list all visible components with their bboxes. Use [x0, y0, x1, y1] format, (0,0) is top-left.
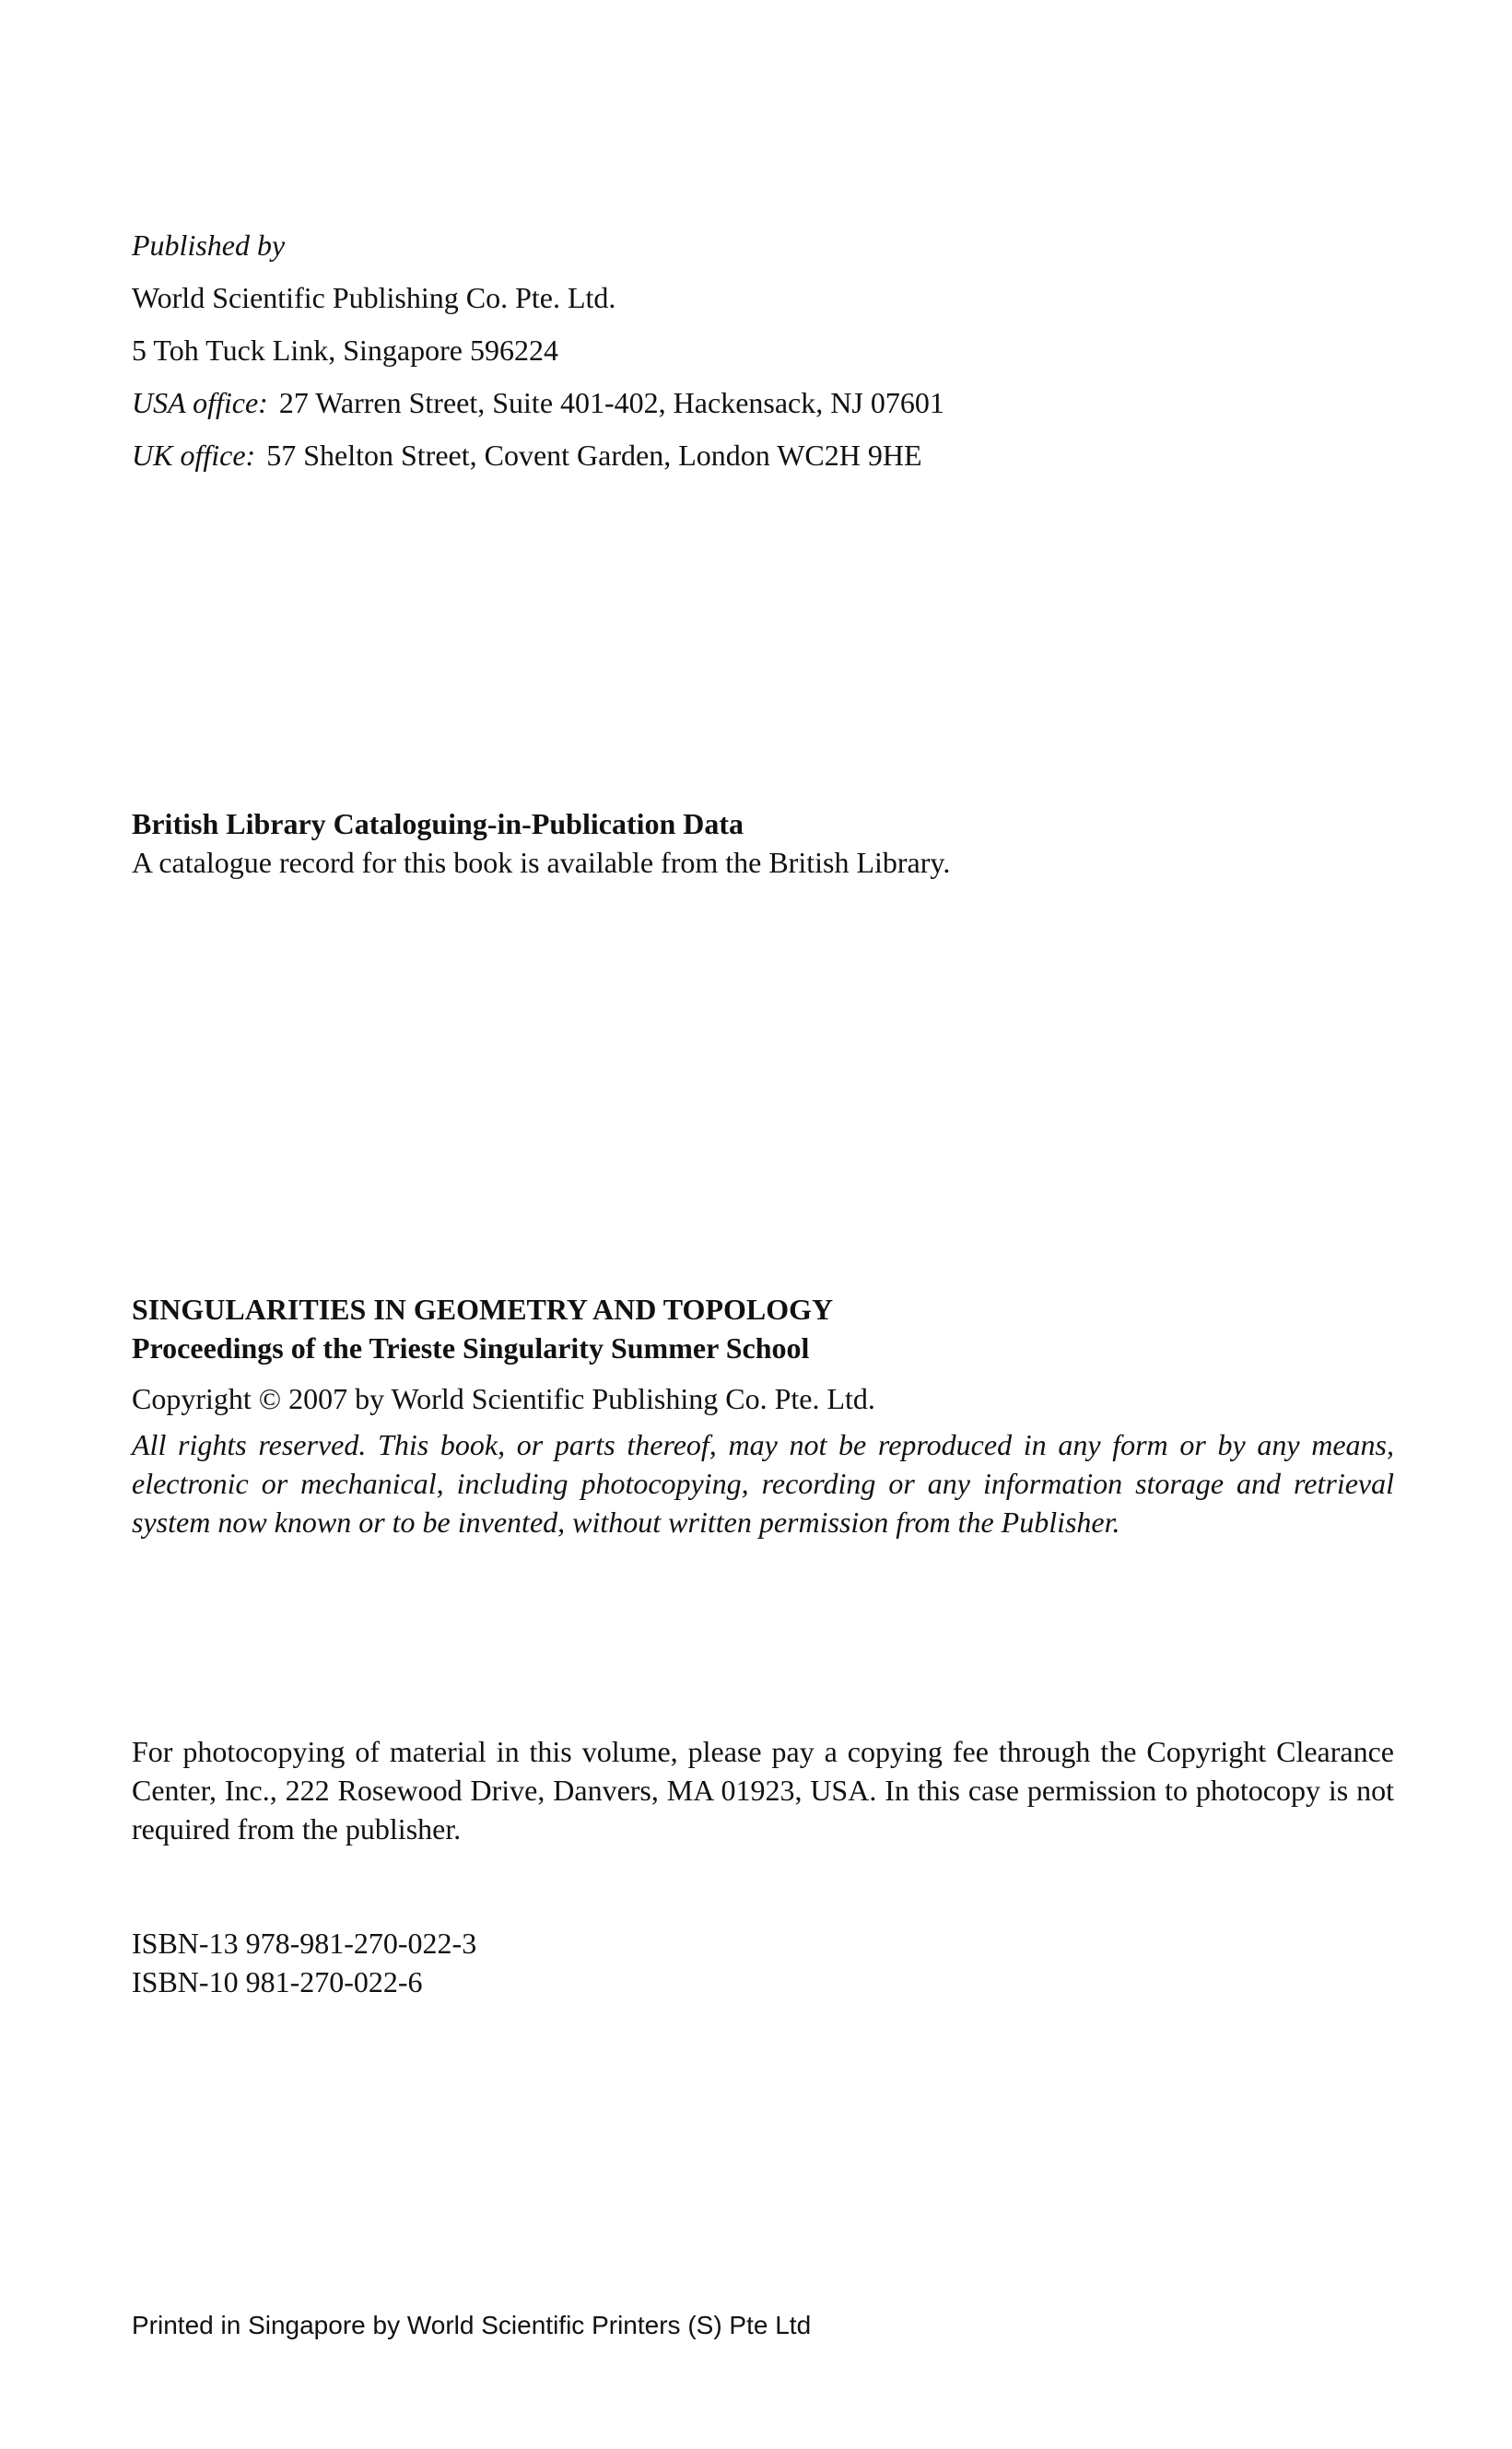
uk-office-address: 57 Shelton Street, Covent Garden, London WC2H 9HE [266, 439, 922, 472]
usa-office-label: USA office: [132, 386, 268, 419]
photocopy-text: For photocopying of material in this volume, please pay a copying fee through the Copyright Clearance Center, Inc., 222 Rosewood Drive, Danvers, MA 01923, USA. In this case permission to photocopy is not required from the publisher. [132, 1735, 1394, 1846]
publisher-address: 5 Toh Tuck Link, Singapore 596224 [132, 334, 558, 367]
book-subtitle: Proceedings of the Trieste Singularity Summer School [132, 1331, 810, 1365]
cataloguing-text: A catalogue record for this book is available from the British Library. [132, 846, 951, 879]
cataloguing-heading: British Library Cataloguing-in-Publication Data [132, 807, 744, 840]
cataloguing-block [132, 804, 1394, 882]
printer-block [132, 2299, 1394, 2351]
isbn-13: ISBN-13 978-981-270-022-3 [132, 1927, 477, 1960]
copyright-line: Copyright © 2007 by World Scientific Publishing Co. Pte. Ltd. [132, 1382, 875, 1415]
rights-statement: All rights reserved. This book, or parts thereof, may not be reproduced in any form or by any means, electronic or mechanical, including photocopying, recording or any information storage and retrieval system now known or to be invented, without written permission from the Publisher. [132, 1428, 1394, 1539]
isbn-block [132, 1924, 1394, 2001]
photocopy-block [132, 1732, 1394, 1848]
publisher-name: World Scientific Publishing Co. Pte. Ltd. [132, 281, 616, 314]
publisher-block [132, 219, 1394, 482]
usa-office [132, 377, 1394, 429]
printer-line: Printed in Singapore by World Scientific Printers (S) Pte Ltd [132, 2311, 812, 2339]
book-block [132, 1290, 1394, 1541]
published-by-heading: Published by [132, 228, 286, 262]
isbn-10: ISBN-10 981-270-022-6 [132, 1965, 423, 1998]
book-title: SINGULARITIES IN GEOMETRY AND TOPOLOGY [132, 1293, 834, 1326]
usa-office-address: 27 Warren Street, Suite 401-402, Hackensack, NJ 07601 [278, 386, 944, 419]
uk-office [132, 429, 1394, 482]
uk-office-label: UK office: [132, 439, 256, 472]
